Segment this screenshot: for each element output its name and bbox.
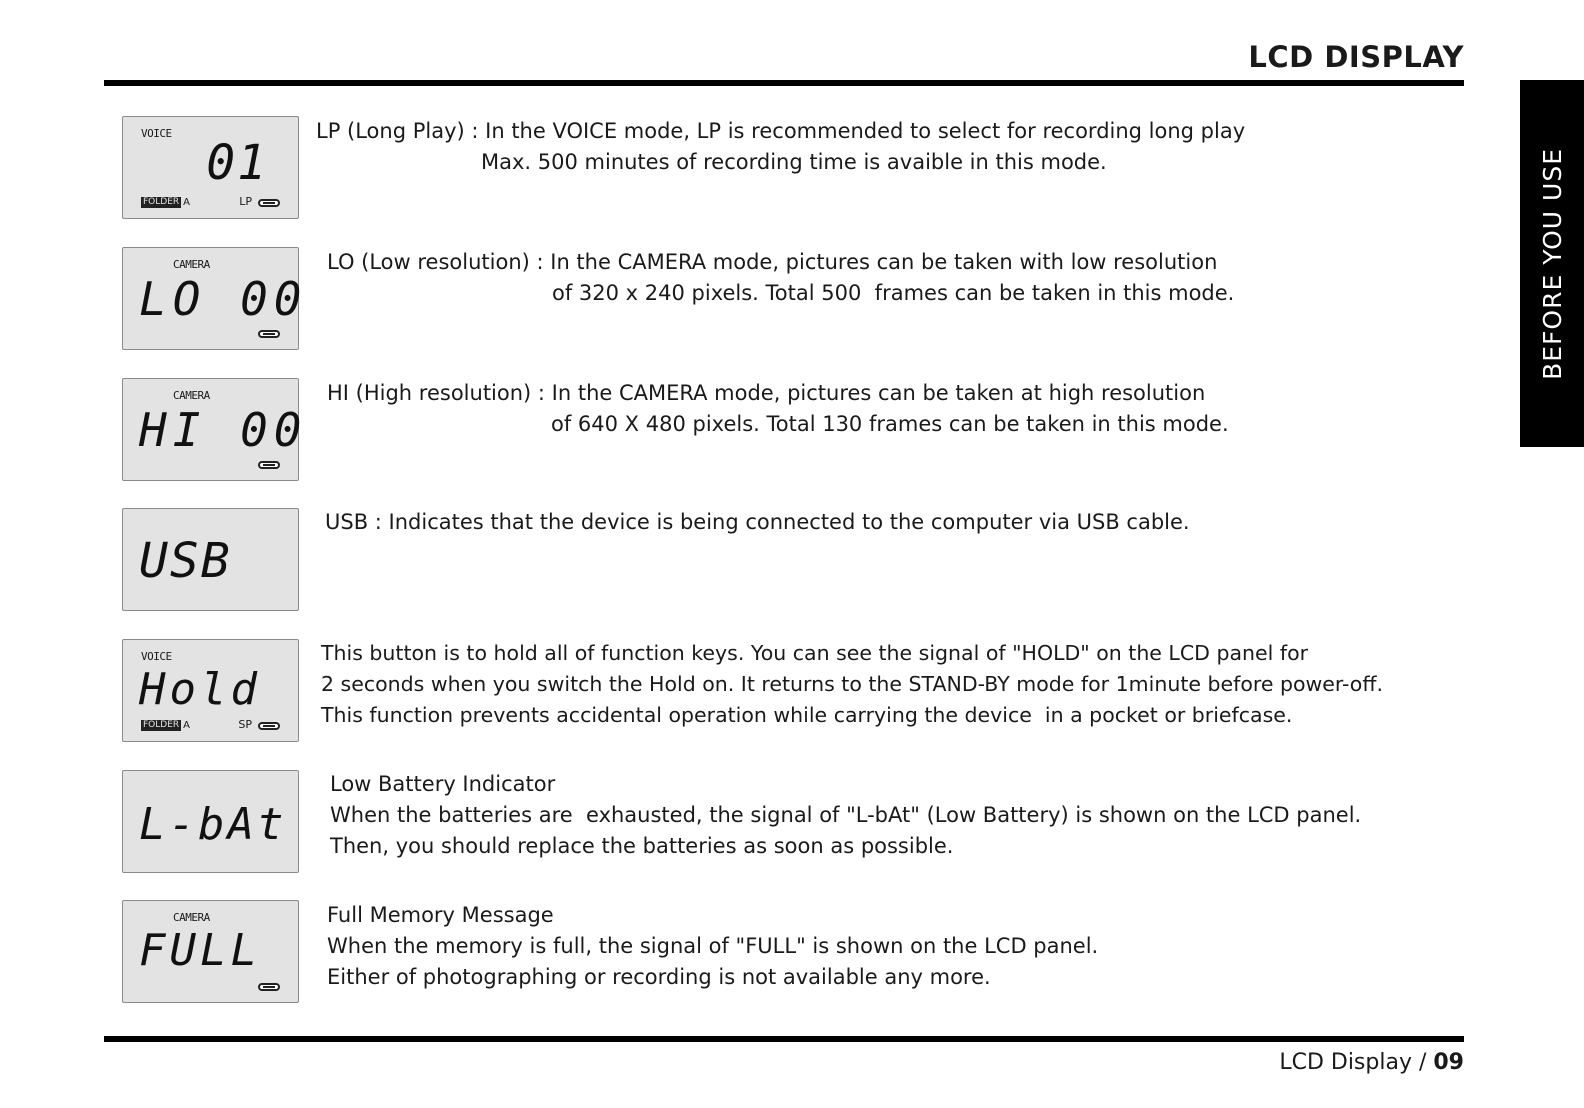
battery-icon — [258, 722, 280, 730]
lcd-lp-display — [122, 116, 299, 219]
lcd-hi-display — [122, 378, 308, 481]
footer-rule — [104, 1036, 1464, 1042]
desc-line: This button is to hold all of function keys. You can see the signal of "HOLD" on the LCD panel for — [321, 641, 1309, 665]
full-memory-description — [327, 900, 1098, 993]
battery-icon — [258, 330, 280, 338]
desc-line: Full Memory Message — [327, 903, 554, 927]
lcd-usb-display — [122, 508, 299, 611]
desc-line: Either of photographing or recording is not available any more. — [327, 965, 991, 989]
lcd-hold-display — [122, 639, 299, 742]
lcd-main-readout: FULL — [139, 925, 261, 976]
low-battery-description — [330, 769, 1361, 862]
lp-description — [316, 116, 1245, 178]
battery-icon — [258, 461, 280, 469]
quality-label: LP — [239, 195, 252, 208]
desc-line: Then, you should replace the batteries as soon as possible. — [330, 834, 954, 858]
footer-section: LCD Display / — [1279, 1050, 1434, 1075]
lo-description — [327, 247, 1234, 309]
page-title: LCD DISPLAY — [1248, 40, 1464, 74]
folder-icon: FOLDER — [143, 720, 180, 730]
desc-line: When the memory is full, the signal of "FULL" is shown on the LCD panel. — [327, 934, 1099, 958]
desc-line: HI (High resolution) : In the CAMERA mode, pictures can be taken at high resolution — [327, 381, 1206, 405]
lcd-mode-label: VOICE — [141, 650, 172, 663]
lcd-mode-label: CAMERA — [173, 911, 210, 924]
lcd-mode-label: VOICE — [141, 127, 172, 140]
quality-label: SP — [238, 718, 252, 731]
desc-line: Low Battery Indicator — [330, 772, 556, 796]
lcd-full-display — [122, 900, 299, 1003]
desc-line: LP (Long Play) : In the VOICE mode, LP is recommended to select for recording long play — [316, 119, 1246, 143]
folder-indicator: FOLDER A — [143, 720, 190, 731]
usb-description — [325, 507, 1190, 538]
desc-line: Max. 500 minutes of recording time is avaible in this mode. — [481, 150, 1107, 174]
lcd-main-readout: Hold — [139, 664, 261, 715]
hold-description — [321, 638, 1383, 731]
hi-description — [327, 378, 1229, 440]
desc-line: This function prevents accidental operation while carrying the device in a pocket or briefcase. — [321, 703, 1293, 727]
lcd-main-readout: L-bAt — [139, 799, 287, 850]
lcd-mode-label: CAMERA — [173, 389, 210, 402]
lcd-main-readout: 01 — [206, 135, 268, 191]
lcd-main-readout: USB — [139, 533, 232, 589]
desc-line: When the batteries are exhausted, the signal of "L-bAt" (Low Battery) is shown on the LCD panel. — [330, 803, 1362, 827]
desc-line: LO (Low resolution) : In the CAMERA mode, pictures can be taken with low resolution — [327, 250, 1218, 274]
desc-line: of 640 X 480 pixels. Total 130 frames can be taken in this mode. — [551, 412, 1229, 436]
lcd-main-readout: HI 00 — [139, 403, 308, 457]
page-footer — [1279, 1050, 1464, 1075]
lcd-low-battery-display — [122, 770, 299, 873]
page-number: 09 — [1433, 1050, 1464, 1075]
header-rule — [104, 80, 1464, 86]
battery-icon — [258, 199, 280, 207]
desc-line: of 320 x 240 pixels. Total 500 frames can be taken in this mode. — [552, 281, 1235, 305]
desc-line: USB : Indicates that the device is being connected to the computer via USB cable. — [325, 510, 1190, 534]
lcd-lo-display — [122, 247, 308, 350]
desc-line: 2 seconds when you switch the Hold on. It returns to the STAND-BY mode for 1minute before power-off. — [321, 672, 1383, 696]
lcd-mode-label: CAMERA — [173, 258, 210, 271]
battery-icon — [258, 983, 280, 991]
lcd-main-readout: LO 00 — [139, 272, 308, 326]
section-tab-label: BEFORE YOU USE — [1537, 147, 1567, 380]
folder-indicator: FOLDER A — [143, 197, 190, 208]
section-tab — [1520, 80, 1584, 447]
folder-icon: FOLDER — [143, 197, 180, 207]
